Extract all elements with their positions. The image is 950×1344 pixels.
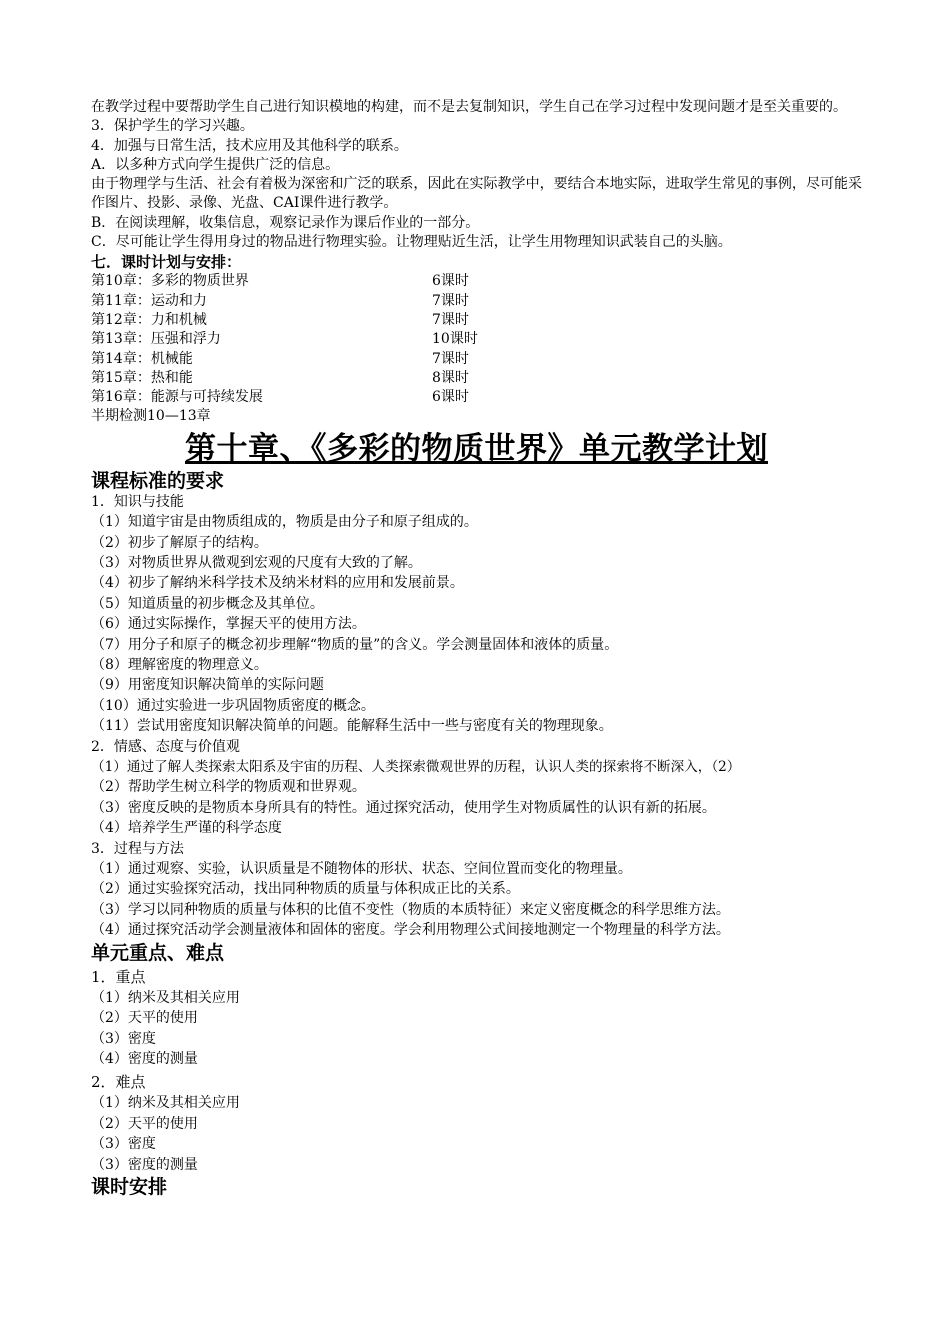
list-item: （9）用密度知识解决简单的实际问题 <box>91 677 324 694</box>
list-item: 1．知识与技能 <box>91 493 184 510</box>
list-item: （2）天平的使用 <box>91 1115 198 1132</box>
arrangement-section <box>91 1176 862 1198</box>
chapter-name: 第16章：能源与可持续发展 <box>91 389 263 406</box>
list-item: （3）对物质世界从微观到宏观的尺度有大致的了解。 <box>91 554 422 571</box>
key-points-section <box>91 942 862 1175</box>
schedule-row <box>91 311 862 330</box>
schedule-row <box>91 272 862 291</box>
schedule-row <box>91 292 862 311</box>
schedule-row <box>91 350 862 369</box>
list-item: （3）学习以同种物质的质量与体积的比值不变性（物质的本质特征）来定义密度概念的科学思维方法。 <box>91 901 730 918</box>
list-item: （2）通过实验探究活动，找出同种物质的质量与体积成正比的关系。 <box>91 881 520 898</box>
chapter-name: 第15章：热和能 <box>91 369 193 386</box>
chapter-hours: 6课时 <box>432 273 469 290</box>
list-item: （2）帮助学生树立科学的物质观和世界观。 <box>91 779 366 796</box>
list-item: （3）密度 <box>91 1136 156 1153</box>
list-item: （4）初步了解纳米科学技术及纳米材料的应用和发展前景。 <box>91 575 464 592</box>
standards-section <box>91 470 862 941</box>
list-item: （4）通过探究活动学会测量液体和固体的密度。学会利用物理公式间接地测定一个物理量的科学方法。 <box>91 922 730 939</box>
paragraph: 4．加强与日常生活，技术应用及其他科学的联系。 <box>91 137 408 154</box>
list-item: （3）密度的测量 <box>91 1156 198 1173</box>
chapter-hours: 7课时 <box>432 311 469 328</box>
list-item: （3）密度反映的是物质本身所具有的特性。通过探究活动，使用学生对物质属性的认识有新的拓展。 <box>91 799 716 816</box>
list-item: 1．重点 <box>91 967 146 986</box>
chapter-name: 第10章：多彩的物质世界 <box>91 273 249 290</box>
intro-section <box>91 98 862 252</box>
list-item: （5）知道质量的初步概念及其单位。 <box>91 595 324 612</box>
chapter-hours: 6课时 <box>432 389 469 406</box>
chapter-hours: 7课时 <box>432 292 469 309</box>
paragraph: A．以多种方式向学生提供广泛的信息。 <box>91 156 340 173</box>
chapter-hours: 7课时 <box>432 350 469 367</box>
midterm-note: 半期检测10—13章 <box>91 408 211 425</box>
list-item: （1）纳米及其相关应用 <box>91 1095 240 1112</box>
paragraph: 在教学过程中要帮助学生自己进行知识模地的构建，而不是去复制知识，学生自己在学习过程中发现问题才是至关重要的。 <box>91 99 847 115</box>
schedule-heading: 七．课时计划与安排： <box>91 253 242 272</box>
paragraph: C．尽可能让学生得用身过的物品进行物理实验。让物理贴近生活，让学生用物理知识武装自己的头脑。 <box>91 234 732 251</box>
arrangement-heading: 课时安排 <box>91 1175 168 1198</box>
paragraph: B．在阅读理解，收集信息，观察记录作为课后作业的一部分。 <box>91 214 480 231</box>
list-item: （11）尝试用密度知识解决简单的问题。能解释生活中一些与密度有关的物理现象。 <box>91 718 613 735</box>
chapter-name: 第12章：力和机械 <box>91 311 207 328</box>
schedule-row <box>91 330 862 349</box>
list-item: （2）天平的使用 <box>91 1010 198 1027</box>
list-item: 2．难点 <box>91 1073 146 1092</box>
standards-heading: 课程标准的要求 <box>91 469 225 492</box>
list-item: （6）通过实际操作，掌握天平的使用方法。 <box>91 616 366 633</box>
list-item: （1）知道宇宙是由物质组成的，物质是由分子和原子组成的。 <box>91 514 478 531</box>
list-item: （1）纳米及其相关应用 <box>91 989 240 1006</box>
chapter-hours: 8课时 <box>432 369 469 386</box>
schedule-section <box>91 252 862 426</box>
key-points-heading: 单元重点、难点 <box>91 941 225 964</box>
chapter-name: 第11章：运动和力 <box>91 292 207 309</box>
schedule-row <box>91 369 862 388</box>
list-item: （8）理解密度的物理意义。 <box>91 657 268 673</box>
paragraph: 由于物理学与生活、社会有着极为深密和广泛的联系，因此在实际教学中，要结合本地实际，进取学生常见的事例，尽可能采作图片、投影、录像、光盘、CAI课件进行教学。 <box>91 176 862 212</box>
chapter-name: 第14章：机械能 <box>91 350 193 367</box>
list-item: 3．过程与方法 <box>91 840 184 857</box>
list-item: （2）初步了解原子的结构。 <box>91 534 268 551</box>
list-item: 2．情感、态度与价值观 <box>91 738 240 755</box>
list-item: （7）用分子和原子的概念初步理解“物质的量”的含义。学会测量固体和液体的质量。 <box>91 636 619 653</box>
chapter-name: 第13章：压强和浮力 <box>91 331 221 348</box>
list-item: （4）培养学生严谨的科学态度 <box>91 820 282 837</box>
unit-title: 第十章、《多彩的物质世界》单元教学计划 <box>185 430 768 467</box>
list-item: （1）通过观察、实验，认识质量是不随物体的形状、状态、空间位置而变化的物理量。 <box>91 861 632 878</box>
list-item: （4）密度的测量 <box>91 1050 198 1067</box>
list-item: （10）通过实验进一步巩固物质密度的概念。 <box>91 697 375 714</box>
chapter-hours: 10课时 <box>432 331 478 348</box>
paragraph: 3．保护学生的学习兴趣。 <box>91 118 254 135</box>
list-item: （3）密度 <box>91 1030 156 1047</box>
list-item: （1）通过了解人类探索太阳系及宇宙的历程、人类探索微观世界的历程，认识人类的探索将不断深入，（2） <box>91 759 741 776</box>
schedule-row <box>91 388 862 407</box>
